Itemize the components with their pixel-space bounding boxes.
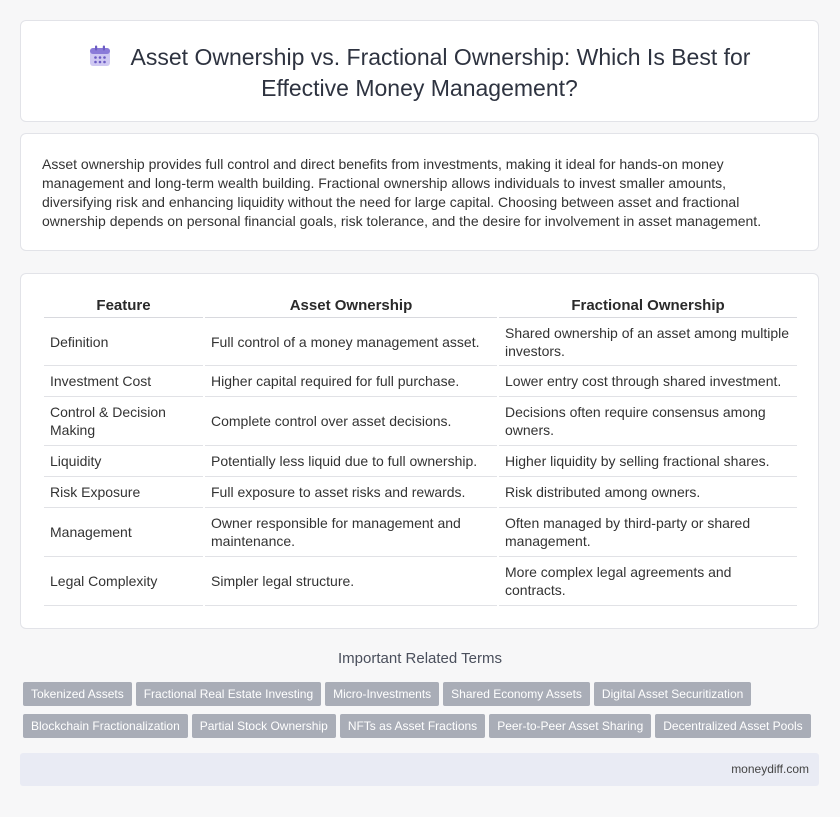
related-term-tag[interactable]: Decentralized Asset Pools xyxy=(655,714,810,738)
asset-cell: Simpler legal structure. xyxy=(205,557,497,606)
related-terms-heading: Important Related Terms xyxy=(338,650,502,667)
header-fractional-ownership: Fractional Ownership xyxy=(499,295,797,318)
footer-site-link[interactable]: moneydiff.com xyxy=(731,762,809,776)
table-row xyxy=(44,446,797,477)
asset-cell: Higher capital required for full purchase. xyxy=(205,366,497,397)
fractional-cell: Often managed by third-party or shared management. xyxy=(499,508,797,557)
footer-bar xyxy=(20,753,819,786)
asset-cell: Owner responsible for management and maintenance. xyxy=(205,508,497,557)
fractional-cell: Decisions often require consensus among owners. xyxy=(499,397,797,446)
fractional-cell: More complex legal agreements and contracts. xyxy=(499,557,797,606)
table-row xyxy=(44,366,797,397)
related-term-tag[interactable]: NFTs as Asset Fractions xyxy=(340,714,485,738)
table-row xyxy=(44,477,797,508)
fractional-cell: Higher liquidity by selling fractional shares. xyxy=(499,446,797,477)
table-row xyxy=(44,557,797,606)
comparison-table xyxy=(42,295,799,606)
asset-cell: Full exposure to asset risks and rewards. xyxy=(205,477,497,508)
related-term-tag[interactable]: Fractional Real Estate Investing xyxy=(136,682,321,706)
feature-cell: Control & Decision Making xyxy=(44,397,203,446)
related-term-tag[interactable]: Blockchain Fractionalization xyxy=(23,714,188,738)
feature-cell: Legal Complexity xyxy=(44,557,203,606)
title-card xyxy=(20,20,819,122)
related-term-tag[interactable]: Tokenized Assets xyxy=(23,682,132,706)
asset-cell: Full control of a money management asset. xyxy=(205,318,497,366)
header-asset-ownership: Asset Ownership xyxy=(205,295,497,318)
table-row xyxy=(44,318,797,366)
fractional-cell: Shared ownership of an asset among multiple investors. xyxy=(499,318,797,366)
related-term-tag[interactable]: Shared Economy Assets xyxy=(443,682,590,706)
feature-cell: Management xyxy=(44,508,203,557)
feature-cell: Definition xyxy=(44,318,203,366)
fractional-cell: Risk distributed among owners. xyxy=(499,477,797,508)
table-header-row xyxy=(44,295,797,318)
feature-cell: Risk Exposure xyxy=(44,477,203,508)
related-term-tag[interactable]: Digital Asset Securitization xyxy=(594,682,751,706)
feature-cell: Liquidity xyxy=(44,446,203,477)
comparison-card xyxy=(20,273,819,629)
intro-paragraph: Asset ownership provides full control and direct benefits from investments, making it ideal for hands-on money management and long-term wealth building. Fractional ownership allows individuals to invest smaller amounts, diversifying risk and enhancing liquidity without the need for large capital. Choosing between asset and fractional ownership depends on personal financial goals, risk tolerance, and the desire for involvement in asset management. xyxy=(42,156,762,229)
asset-cell: Potentially less liquid due to full ownership. xyxy=(205,446,497,477)
table-row xyxy=(44,508,797,557)
feature-cell: Investment Cost xyxy=(44,366,203,397)
related-term-tag[interactable]: Micro-Investments xyxy=(325,682,439,706)
table-row xyxy=(44,397,797,446)
title-line-1: Asset Ownership vs. Fractional Ownership: Which Is Best for xyxy=(130,44,751,70)
header-feature: Feature xyxy=(44,295,203,318)
intro-card xyxy=(20,133,819,251)
related-term-tag[interactable]: Partial Stock Ownership xyxy=(192,714,336,738)
related-terms-list xyxy=(23,682,823,746)
fractional-cell: Lower entry cost through shared investment. xyxy=(499,366,797,397)
related-term-tag[interactable]: Peer-to-Peer Asset Sharing xyxy=(489,714,651,738)
asset-cell: Complete control over asset decisions. xyxy=(205,397,497,446)
calendar-icon xyxy=(89,45,111,74)
page-title xyxy=(21,43,818,103)
title-line-2: Effective Money Management? xyxy=(261,75,578,101)
